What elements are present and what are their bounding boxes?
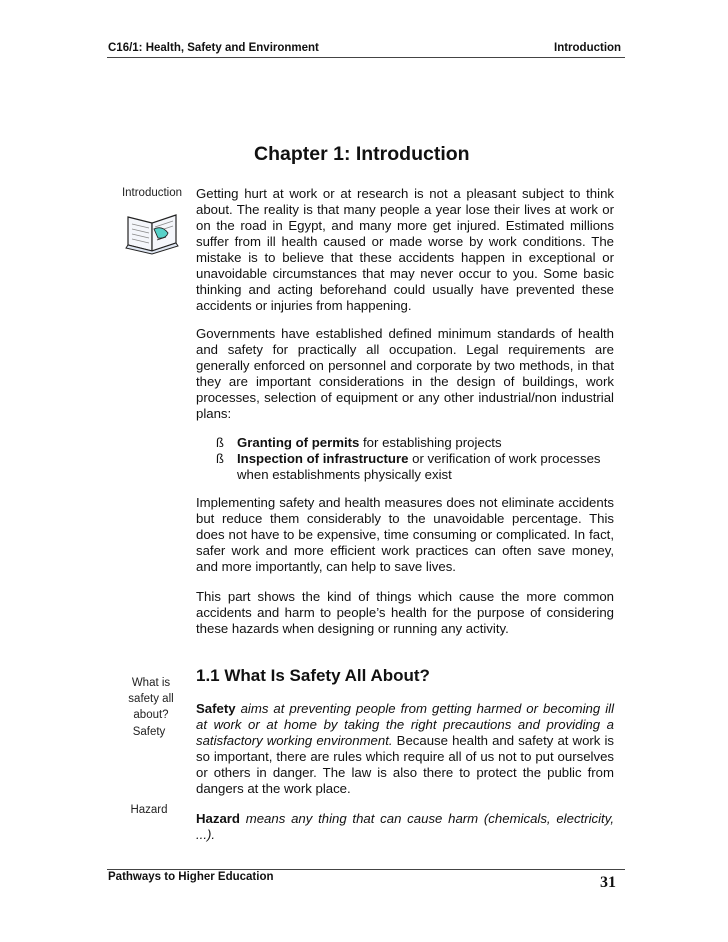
footer-rule (107, 869, 625, 870)
hazard-paragraph (196, 811, 614, 843)
section-title: 1.1 What Is Safety All About? (196, 666, 430, 685)
hazard-definition: means any thing that can cause harm (chemicals, electricity, ...). (196, 811, 614, 842)
safety-paragraph (196, 701, 614, 797)
page-number: 31 (600, 874, 616, 891)
chapter-title: Chapter 1: Introduction (254, 143, 470, 165)
intro-paragraph-2-text: Governments have established defined minimum standards of health and safety for practically all occupation. Legal requirements are generally enforced on personnel and corporate by two methods, in that they are important considerations in the design of buildings, work processes, selection of equipment or any other industrial/non industrial plans: (196, 326, 614, 421)
bullet-bold-text: Granting of permits (237, 435, 360, 450)
intro-paragraph-3 (196, 495, 614, 575)
safety-term: Safety (196, 701, 236, 716)
intro-paragraph-2 (196, 326, 614, 422)
safety-body: Because health and safety at work is so important, there are rules which require all of us not to put ourselves or others in danger. The law is also there to protect the public from dangers at the work place. (196, 733, 615, 796)
intro-paragraph-1-text: Getting hurt at work or at research is not a pleasant subject to think about. The reality is that many people a year lose their lives at work or on the road in Egypt, and many more get injured. Estimated millions suffer from ill health caused or made worse by work conditions. The mistake is to believe that these accidents happen in exceptional or unavoidable circumstances that may never occur to you. Some basic thinking and acting beforehand could usually have prevented these accidents or injuries from happening. (196, 186, 614, 313)
sidebar-what-is-safety: What is safety all about? (128, 677, 174, 721)
sidebar-safety: Safety (132, 726, 166, 738)
footer-left: Pathways to Higher Education (108, 871, 274, 883)
intro-paragraph-4 (196, 589, 614, 637)
intro-paragraph-1 (196, 186, 614, 314)
header-right: Introduction (554, 42, 622, 54)
safety-definition: aims at preventing people from getting harmed or becoming ill at work or at home by taking the right precautions and providing a satisfactory working environment. (196, 701, 614, 748)
bullet-item (237, 435, 617, 451)
open-book-icon (122, 205, 182, 255)
intro-paragraph-4-text: This part shows the kind of things which cause the more common accidents and harm to people’s health for the purpose of considering these hazards when designing or running any activity. (196, 589, 614, 636)
sidebar-introduction: Introduction (121, 187, 183, 199)
intro-paragraph-3-text: Implementing safety and health measures does not eliminate accidents but reduce them considerably to the unavoidable percentage. This does not have to be expensive, time consuming or complicated. In fact, safer work and more efficient work practices can often save money, and more importantly, can help to save lives. (196, 495, 614, 574)
bullet-rest-text: for establishing projects (359, 435, 502, 450)
bullet-marker: ß (216, 435, 224, 450)
bullet-marker: ß (216, 451, 224, 466)
bullet-bold-text: Inspection of infrastructure (237, 451, 409, 466)
header-rule (107, 57, 625, 58)
bullet-item (237, 451, 617, 483)
hazard-term: Hazard (196, 811, 240, 826)
bullet-rest-text: or verification of work processes when establishments physically exist (237, 451, 601, 482)
header-left: C16/1: Health, Safety and Environment (108, 42, 319, 54)
sidebar-hazard: Hazard (130, 804, 168, 816)
